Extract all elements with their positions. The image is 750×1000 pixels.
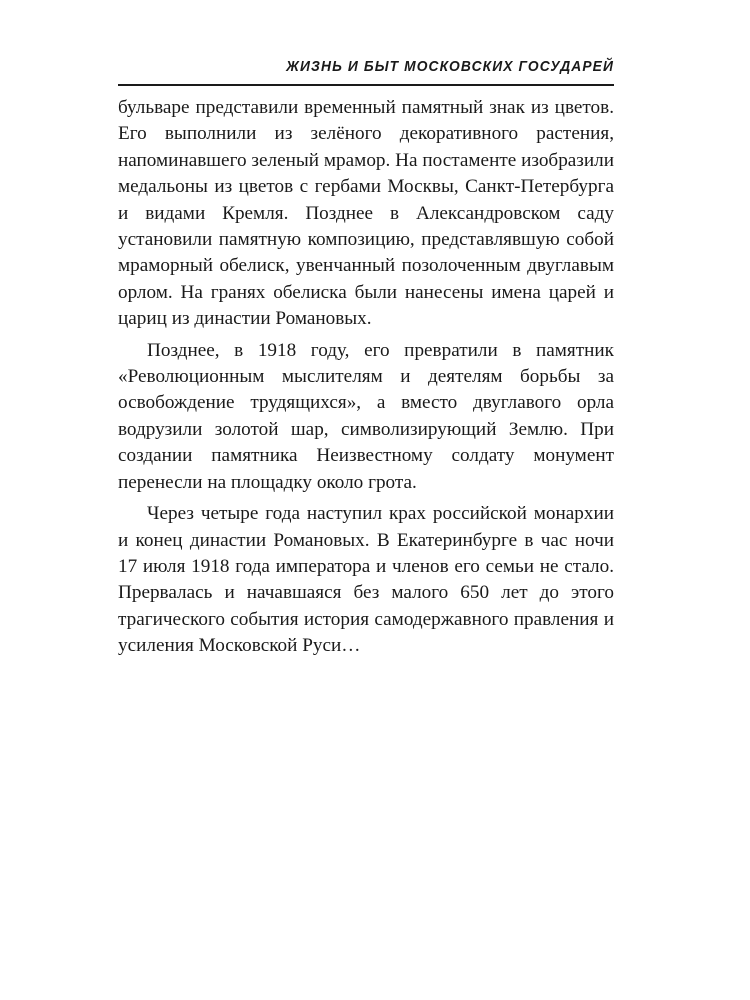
paragraph-3: Через четыре года наступил крах российской монархии и конец династии Романовых. В Екатеринбурге в час ночи 17 июля 1918 года императора и членов его семьи не стало. Прервалась и начавшаяся без малого 650 лет до этого трагического события история самодержавного правления и усиления Московской Руси… bbox=[118, 503, 614, 657]
header-rule bbox=[118, 84, 614, 86]
paragraph-1: бульваре представили временный памятный знак из цветов. Его выполнили из зелёного декоративного растения, напоминавшего зеленый мрамор. На постаменте изобразили медальоны из цветов с гербами Москвы, Санкт-Петербурга и видами Кремля. Позднее в Александровском саду установили памятную композицию, представлявшую собой мраморный обелиск, увенчанный позолоченным двуглавым орлом. На гранях обелиска были нанесены имена царей и цариц из династии Романовых. bbox=[118, 97, 614, 330]
page-body-text bbox=[118, 95, 614, 660]
running-header: ЖИЗНЬ И БЫТ МОСКОВСКИХ ГОСУДАРЕЙ bbox=[286, 58, 614, 75]
paragraph-2: Позднее, в 1918 году, его превратили в памятник «Революционным мыслителям и деятелям борьбы за освобождение трудящихся», а вместо двуглавого орла водрузили золотой шар, символизирующий Землю. При создании памятника Неизвестному солдату монумент перенесли на площадку около грота. bbox=[118, 339, 614, 493]
